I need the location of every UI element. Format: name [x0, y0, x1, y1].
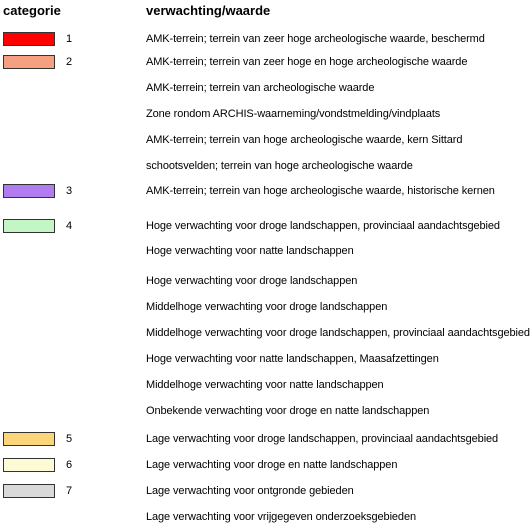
description-text: Hoge verwachting voor droge landschappen — [146, 275, 358, 287]
category-number: 7 — [66, 485, 73, 497]
color-swatch-category-3 — [3, 184, 55, 198]
category-number: 2 — [66, 56, 73, 68]
legend-row — [0, 217, 532, 235]
category-column-header: categorie — [3, 3, 61, 18]
legend-row — [0, 456, 532, 474]
description-text: Lage verwachting voor droge en natte landschappen — [146, 459, 398, 471]
legend-row — [0, 272, 532, 290]
legend-row — [0, 105, 532, 123]
description-text: Lage verwachting voor droge landschappen, provinciaal aandachtsgebied — [146, 433, 499, 445]
category-number: 3 — [66, 185, 73, 197]
category-number: 4 — [66, 220, 73, 232]
description-text: Lage verwachting voor ontgronde gebieden — [146, 485, 354, 497]
legend-row — [0, 376, 532, 394]
legend-row — [0, 298, 532, 316]
legend-row — [0, 482, 532, 500]
description-column-header: verwachting/waarde — [146, 3, 271, 18]
category-number: 5 — [66, 433, 73, 445]
description-text: Hoge verwachting voor natte landschappen, Maasafzettingen — [146, 353, 439, 365]
legend-row — [0, 157, 532, 175]
description-text: AMK-terrein; terrein van hoge archeologische waarde, historische kernen — [146, 185, 495, 197]
color-swatch-category-7 — [3, 484, 55, 498]
description-text: Hoge verwachting voor droge landschappen, provinciaal aandachtsgebied — [146, 220, 500, 232]
category-number: 6 — [66, 459, 73, 471]
description-text: Middelhoge verwachting voor droge landschappen — [146, 301, 388, 313]
legend-row — [0, 350, 532, 368]
color-swatch-category-1 — [3, 32, 55, 46]
legend-row — [0, 430, 532, 448]
legend-row — [0, 79, 532, 97]
description-text: Middelhoge verwachting voor natte landschappen — [146, 379, 384, 391]
color-swatch-category-6 — [3, 458, 55, 472]
legend-row — [0, 402, 532, 420]
legend-row — [0, 508, 532, 526]
legend-row — [0, 242, 532, 260]
color-swatch-category-5 — [3, 432, 55, 446]
color-swatch-category-4 — [3, 219, 55, 233]
description-text: Middelhoge verwachting voor droge landschappen, provinciaal aandachtsgebied — [146, 327, 530, 339]
description-text: Zone rondom ARCHIS-waarneming/vondstmelding/vindplaats — [146, 108, 441, 120]
description-text: Hoge verwachting voor natte landschappen — [146, 245, 354, 257]
legend-row — [0, 182, 532, 200]
description-text: AMK-terrein; terrein van zeer hoge archeologische waarde, beschermd — [146, 33, 485, 45]
description-text: Onbekende verwachting voor droge en natte landschappen — [146, 405, 430, 417]
legend-row — [0, 30, 532, 48]
legend-row — [0, 324, 532, 342]
description-text: AMK-terrein; terrein van zeer hoge en hoge archeologische waarde — [146, 56, 468, 68]
description-text: AMK-terrein; terrein van hoge archeologische waarde, kern Sittard — [146, 134, 463, 146]
category-number: 1 — [66, 33, 73, 45]
legend-row — [0, 131, 532, 149]
description-text: schootsvelden; terrein van hoge archeologische waarde — [146, 160, 413, 172]
legend-row — [0, 53, 532, 71]
description-text: AMK-terrein; terrein van archeologische waarde — [146, 82, 375, 94]
description-text: Lage verwachting voor vrijgegeven onderzoeksgebieden — [146, 511, 416, 523]
color-swatch-category-2 — [3, 55, 55, 69]
